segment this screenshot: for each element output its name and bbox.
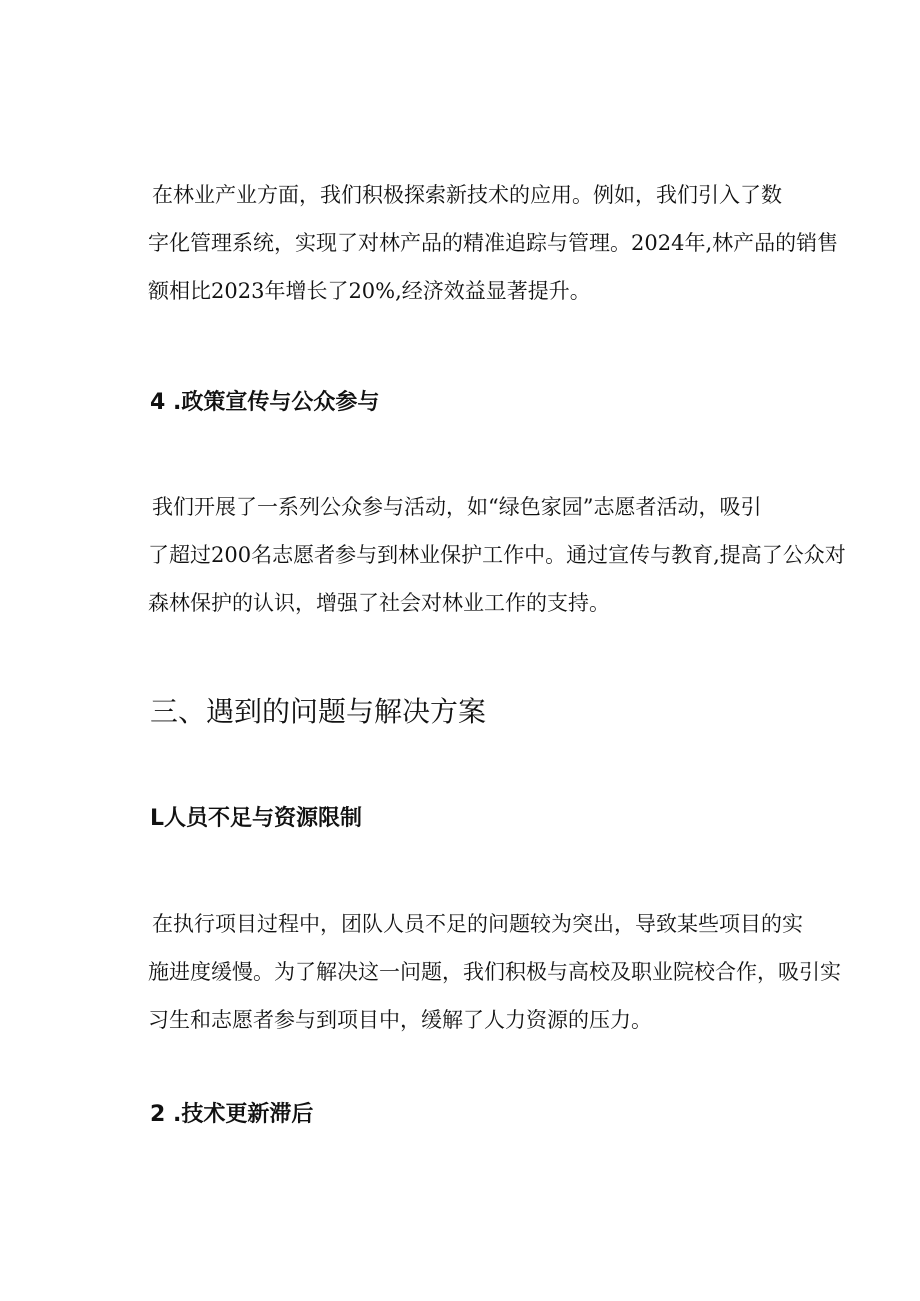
paragraph-forestry-industry (148, 171, 839, 315)
paragraph-line: 了超过200名志愿者参与到林业保护工作中。通过宣传与教育,提高了公众对 (148, 543, 846, 567)
section-heading-problems-solutions: 三、遇到的问题与解决方案 (150, 695, 487, 728)
heading-policy-publicity: 4 .政策宣传与公众参与 (150, 390, 380, 415)
paragraph-line: 额相比2023年增长了20%,经济效益显著提升。 (148, 279, 591, 303)
heading-staff-shortage: L人员不足与资源限制 (150, 806, 363, 831)
paragraph-line: 我们开展了一系列公众参与活动，如“绿色家园”志愿者活动，吸引 (152, 495, 762, 519)
heading-tech-update-lag: 2 .技术更新滞后 (150, 1102, 314, 1127)
paragraph-line: 施进度缓慢。为了解决这一问题，我们积极与高校及职业院校合作，吸引实 (148, 960, 841, 984)
paragraph-staff-shortage (148, 900, 841, 1044)
paragraph-line: 习生和志愿者参与到项目中，缓解了人力资源的压力。 (148, 1008, 652, 1032)
paragraph-line: 森林保护的认识，增强了社会对林业工作的支持。 (148, 591, 610, 615)
paragraph-public-participation (148, 483, 846, 627)
paragraph-line: 字化管理系统，实现了对林产品的精准追踪与管理。2024年,林产品的销售 (148, 231, 839, 255)
paragraph-line: 在执行项目过程中，团队人员不足的问题较为突出，导致某些项目的实 (152, 912, 803, 936)
paragraph-line: 在林业产业方面，我们积极探索新技术的应用。例如，我们引入了数 (152, 183, 782, 207)
